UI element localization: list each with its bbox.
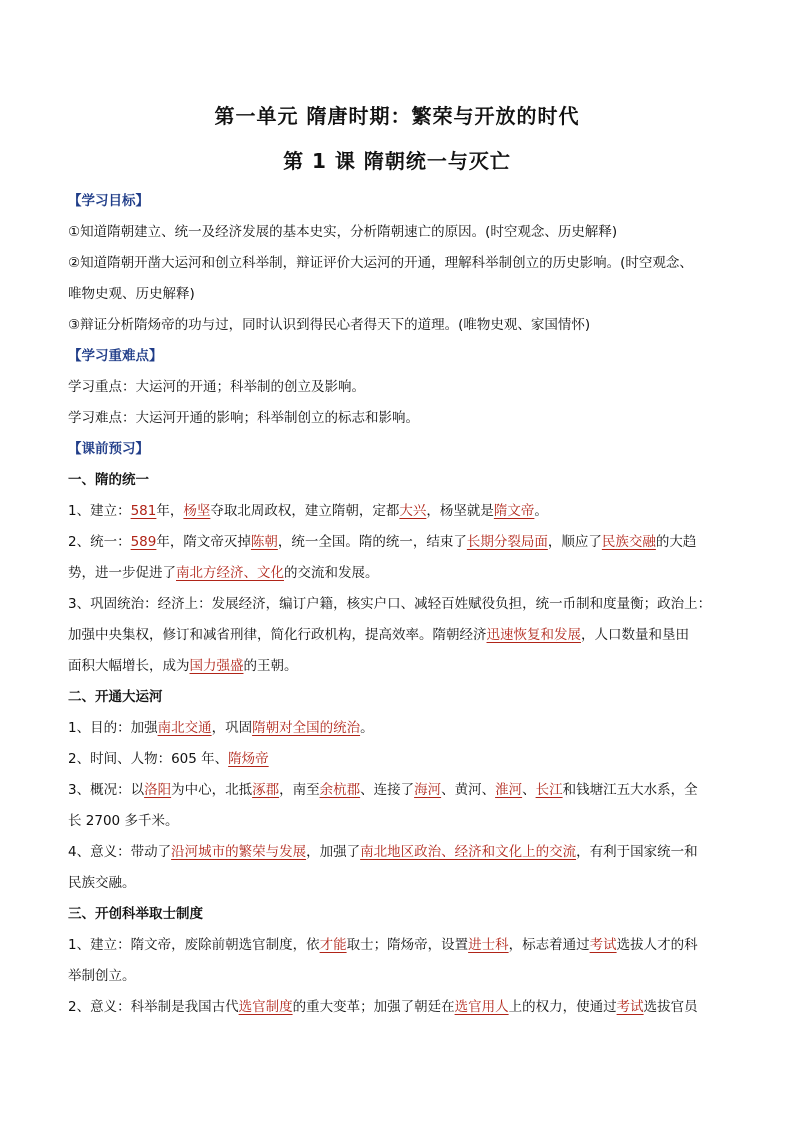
line-text: ，顺应了 (547, 534, 602, 550)
line-text: ，标志着通过 (508, 937, 590, 953)
paragraph-line (68, 744, 736, 775)
answer-blank: 南北方经济、文化 (176, 565, 284, 581)
line-text: 夺取北周政权，建立隋朝，定都 (210, 503, 400, 519)
line-text: 年， (156, 503, 184, 519)
answer-blank: 涿郡 (252, 782, 280, 798)
section-title: 二、开通大运河 (68, 689, 163, 705)
paragraph-line (68, 775, 736, 806)
answer-blank: 海河 (414, 782, 442, 798)
answer-blank: 长期分裂局面 (466, 534, 548, 550)
line-text: 、黄河、 (441, 782, 496, 798)
answer-blank: 余杭郡 (319, 782, 361, 798)
answer-blank: 选官用人 (454, 999, 509, 1015)
line-text: ，加强了 (306, 844, 361, 860)
paragraph-line (68, 620, 736, 651)
line-text: 3、概况：以 (68, 782, 145, 798)
answer-blank: 选官制度 (238, 999, 293, 1015)
line-text: 。 (360, 720, 374, 736)
line-text: 面积大幅增长，成为 (68, 658, 190, 674)
line-text: 的交流和发展。 (284, 565, 379, 581)
line-text: 势，进一步促进了 (68, 565, 176, 581)
line-text: 上的权力，使通过 (508, 999, 617, 1015)
line-text: 选拔官员 (643, 999, 698, 1015)
line-text: ，巩固 (211, 720, 253, 736)
answer-blank: 南北地区政治、经济和文化上的交流 (360, 844, 577, 860)
line-text: 1、目的：加强 (68, 720, 158, 736)
answer-blank: 民族交融 (601, 534, 656, 550)
lesson-title: 第 1 课 隋朝统一与灭亡 (283, 149, 511, 173)
paragraph-line (68, 713, 736, 744)
line-text: 的重大变革；加强了朝廷在 (292, 999, 455, 1015)
line-text: ，杨坚就是 (426, 503, 494, 519)
answer-blank: 南北交通 (157, 720, 212, 736)
line-text: 的大趋 (655, 534, 697, 550)
paragraph-line (68, 558, 736, 589)
line-text: 和钱塘江五大水系，全 (562, 782, 698, 798)
line-text: ，人口数量和垦田 (581, 627, 689, 643)
answer-blank: 沿河城市的繁荣与发展 (171, 844, 307, 860)
line-text: 年，隋文帝灭掉 (156, 534, 251, 550)
keypoints-heading: 【学习重难点】 (68, 348, 163, 364)
paragraph-line (68, 837, 736, 868)
line-text: 2、统一： (68, 534, 131, 550)
line-text: 2、时间、人物：605 年、 (68, 751, 229, 767)
line-text: 选拔人才的科 (616, 937, 698, 953)
line-text: 。 (534, 503, 548, 519)
paragraph-line: 3、巩固统治：经济上：发展经济，编订户籍，核实户口、减轻百姓赋役负担，统一币制和度量衡；政治上： (68, 596, 712, 612)
paragraph-line: 长 2700 多千米。 (68, 813, 179, 829)
document-body (68, 186, 736, 1023)
line-text: 1、建立：隋文帝，废除前朝选官制度，依 (68, 937, 320, 953)
key-difficulty: 学习难点：大运河开通的影响；科举制创立的标志和影响。 (68, 410, 419, 426)
line-text: 、 (522, 782, 536, 798)
paragraph-line (68, 651, 736, 682)
paragraph-line: 举制创立。 (68, 968, 136, 984)
answer-blank: 淮河 (495, 782, 523, 798)
answer-blank: 隋炀帝 (228, 751, 269, 767)
key-focus: 学习重点：大运河的开通；科举制的创立及影响。 (68, 379, 365, 395)
answer-blank: 才能 (319, 937, 347, 953)
objective-1: ①知道隋朝建立、统一及经济发展的基本史实，分析隋朝速亡的原因。(时空观念、历史解释) (68, 224, 618, 240)
answer-blank: 589 (130, 534, 157, 550)
answer-blank: 隋文帝 (493, 503, 535, 519)
line-text: 、连接了 (360, 782, 415, 798)
line-text: 的王朝。 (243, 658, 298, 674)
line-text: ，南至 (279, 782, 320, 798)
line-text: 4、意义：带动了 (68, 844, 172, 860)
answer-blank: 581 (130, 503, 157, 519)
objective-2: ②知道隋朝开凿大运河和创立科举制，辩证评价大运河的开通，理解科举制创立的历史影响。(时空观念、 (68, 255, 693, 271)
line-text: 加强中央集权，修订和减省刑律，简化行政机构，提高效率。隋朝经济 (68, 627, 487, 643)
answer-blank: 进士科 (468, 937, 509, 953)
objectives-heading: 【学习目标】 (68, 193, 149, 209)
section-title: 一、隋的统一 (68, 472, 149, 488)
section-title: 三、开创科举取士制度 (68, 906, 203, 922)
paragraph-line (68, 992, 736, 1023)
preview-heading: 【课前预习】 (68, 441, 149, 457)
unit-title: 第一单元 隋唐时期：繁荣与开放的时代 (214, 104, 580, 128)
answer-blank: 考试 (616, 999, 644, 1015)
answer-blank: 国力强盛 (189, 658, 244, 674)
line-text: 为中心，北抵 (171, 782, 253, 798)
paragraph-line (68, 527, 736, 558)
paragraph-line (68, 496, 736, 527)
line-text: 取士；隋炀帝，设置 (346, 937, 469, 953)
paragraph-line (68, 930, 736, 961)
answer-blank: 杨坚 (183, 503, 211, 519)
answer-blank: 迅速恢复和发展 (486, 627, 581, 643)
line-text: 2、意义：科举制是我国古代 (68, 999, 239, 1015)
answer-blank: 陈朝 (250, 534, 278, 550)
answer-blank: 大兴 (399, 503, 427, 519)
answer-blank: 长江 (535, 782, 563, 798)
answer-blank: 隋朝对全国的统治 (252, 720, 361, 736)
line-text: ，统一全国。隋的统一，结束了 (277, 534, 467, 550)
answer-blank: 洛阳 (144, 782, 172, 798)
answer-blank: 考试 (589, 937, 617, 953)
line-text: ，有利于国家统一和 (576, 844, 698, 860)
objective-3: ③辩证分析隋炀帝的功与过，同时认识到得民心者得天下的道理。(唯物史观、家国情怀) (68, 317, 591, 333)
objective-2-cont: 唯物史观、历史解释) (68, 286, 195, 302)
line-text: 1、建立： (68, 503, 131, 519)
paragraph-line: 民族交融。 (68, 875, 136, 891)
